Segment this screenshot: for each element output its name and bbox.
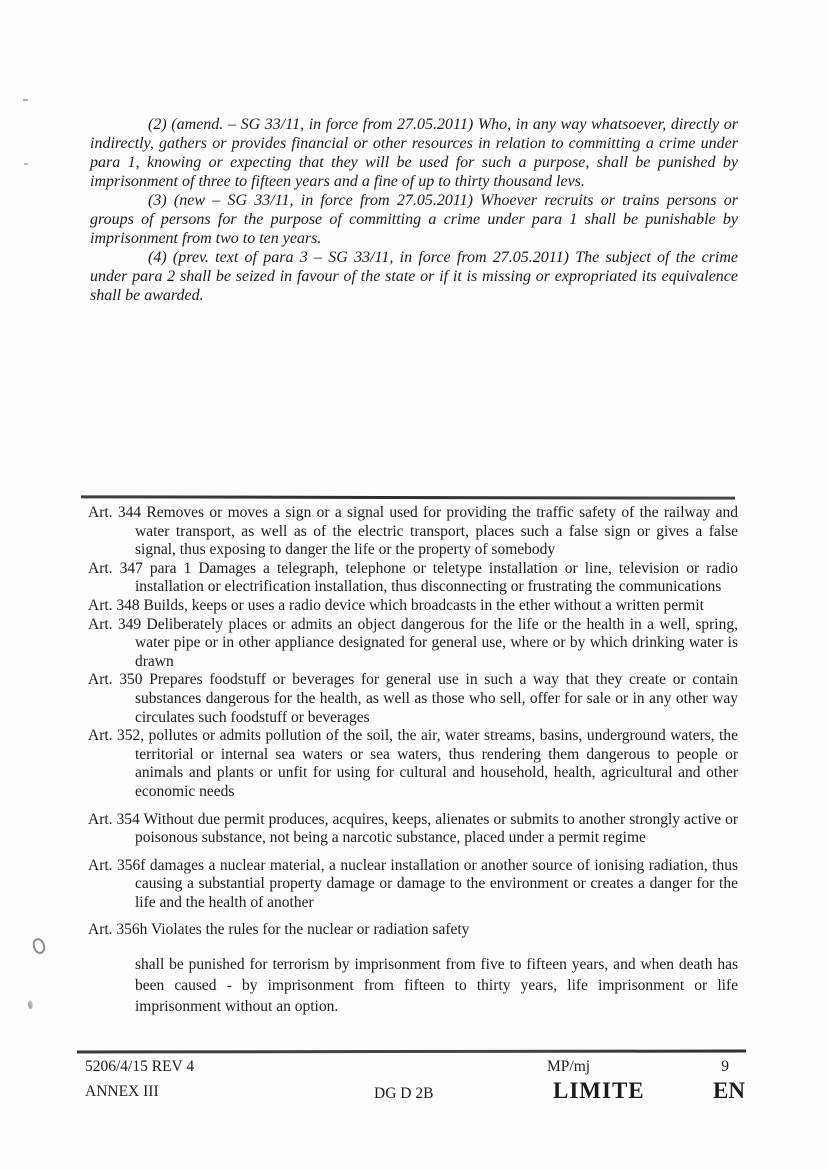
directorate-label: DG D 2B [374, 1085, 434, 1102]
footer-rule [77, 1050, 746, 1054]
scan-artifact [23, 99, 28, 101]
article-item: Art. 350 Prepares foodstuff or beverages for general use in such a way that they create or contain substances dangerous for the health, as well as those who sell, offer for sale or in any other way circulates such foodstuff or beverages [88, 671, 738, 726]
article-item: Art. 356f damages a nuclear material, a nuclear installation or another source of ionising radiation, thus causing a substantial property damage or damage to the environment or creates a danger for the life and the health of another [88, 856, 738, 911]
language-code: EN [713, 1078, 745, 1103]
articles-list [88, 504, 738, 1017]
closing-paragraph: shall be punished for terrorism by imprisonment from five to fifteen years, and when death has been caused - by imprisonment from fifteen to thirty years, life imprisonment or life imprisonment without an option. [135, 956, 738, 1016]
classification-marking: LIMITE [553, 1078, 645, 1103]
article-item: Art. 354 Without due permit produces, acquires, keeps, alienates or submits to another strongly active or poisonous substance, not being a narcotic substance, placed under a permit regime [88, 810, 738, 847]
article-item: Art. 344 Removes or moves a sign or a signal used for providing the traffic safety of the railway and water transport, as well as of the electric transport, places such a false sign or gives a false signal, thus exposing to danger the life or the property of somebody [88, 504, 738, 559]
article-item: Art. 349 Deliberately places or admits an object dangerous for the life or the health in a well, spring, water pipe or in other appliance designated for general use, where or by which drinking water is drawn [88, 615, 738, 670]
intro-paragraph: (3) (new – SG 33/11, in force from 27.05.2011) Whoever recruits or trains persons or groups of persons for the purpose of committing a crime under para 1 shall be punishable by imprisonment from two to ten years. [90, 192, 738, 247]
initials-label: MP/mj [547, 1058, 591, 1075]
scan-artifact [24, 163, 28, 165]
page-footer [85, 1058, 745, 1118]
annex-label: ANNEX III [85, 1083, 159, 1100]
article-item: Art. 352, pollutes or admits pollution of the soil, the air, water streams, basins, underground waters, the territorial or internal sea waters or sea waters, thus rendering them dangerous to people or animals and plants or unfit for using for cultural and household, health, agricultural and other economic needs [88, 727, 738, 800]
scan-artifact [31, 937, 46, 955]
article-item: Art. 356h Violates the rules for the nuclear or radiation safety [88, 921, 470, 939]
intro-block [90, 115, 738, 305]
scan-artifact [28, 1000, 33, 1009]
separator-rule [81, 495, 735, 499]
intro-paragraph: (4) (prev. text of para 3 – SG 33/11, in force from 27.05.2011) The subject of the crime under para 2 shall be seized in favour of the state or if it is missing or expropriated its equivalence shall be awarded. [90, 249, 738, 304]
article-item: Art. 347 para 1 Damages a telegraph, telephone or teletype installation or line, television or radio installation or electrification installation, thus disconnecting or frustrating the communications [88, 559, 738, 596]
intro-paragraph: (2) (amend. – SG 33/11, in force from 27.05.2011) Who, in any way whatsoever, directly or indirectly, gathers or provides financial or other resources in relation to committing a crime under para 1, knowing or expecting that they will be used for such a purpose, shall be punished by imprisonment of three to fifteen years and a fine of up to thirty thousand levs. [90, 116, 738, 190]
page-number: 9 [721, 1058, 729, 1075]
document-reference: 5206/4/15 REV 4 [85, 1058, 195, 1075]
article-item: Art. 348 Builds, keeps or uses a radio device which broadcasts in the ether without a written permit [88, 596, 704, 614]
